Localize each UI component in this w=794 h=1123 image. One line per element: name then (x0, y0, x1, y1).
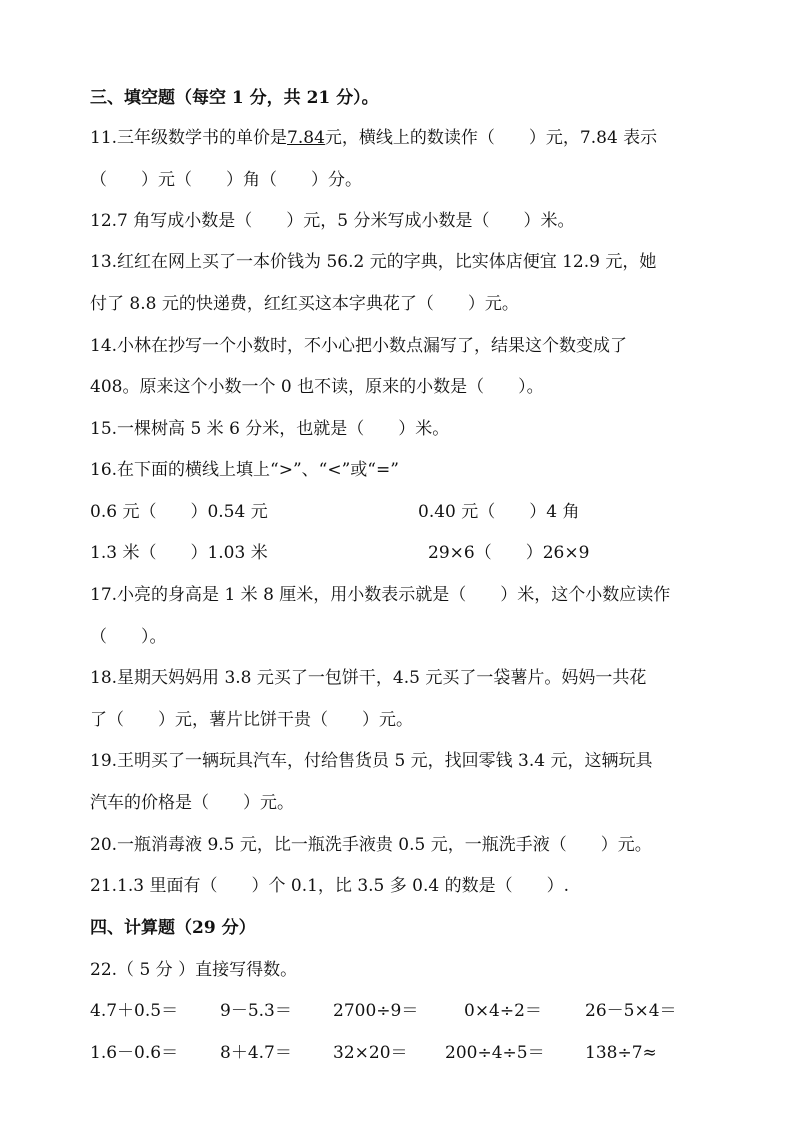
calc-item: 8＋4.7＝ (220, 1043, 292, 1063)
section-3-title: 三、填空题（每空 1 分，共 21 分）。 (90, 88, 379, 108)
q16-compare-2b: 29×6（ ）26×9 (428, 543, 590, 563)
q11-suffix: 元，横线上的数读作（ ）元，7.84 表示 (324, 128, 658, 148)
calc-item: 1.6－0.6＝ (90, 1043, 179, 1063)
calc-item: 2700÷9＝ (333, 1001, 419, 1021)
question-17-line-2: （ ）。 (90, 627, 167, 647)
question-22: 22.（ 5 分 ）直接写得数。 (90, 960, 298, 980)
question-20: 20.一瓶消毒液 9.5 元，比一瓶洗手液贵 0.5 元，一瓶洗手液（ ）元。 (90, 835, 652, 855)
question-17-line-1: 17.小亮的身高是 1 米 8 厘米，用小数表示就是（ ）米，这个小数应读作 (90, 585, 671, 605)
question-15: 15.一棵树高 5 米 6 分米，也就是（ ）米。 (90, 419, 450, 439)
calc-item: 9－5.3＝ (220, 1001, 292, 1021)
question-19-line-1: 19.王明买了一辆玩具汽车，付给售货员 5 元，找回零钱 3.4 元，这辆玩具 (90, 751, 653, 771)
question-18-line-2: 了（ ）元，薯片比饼干贵（ ）元。 (90, 710, 413, 730)
q16-compare-2a: 1.3 米（ ）1.03 米 (90, 543, 268, 563)
question-12: 12.7 角写成小数是（ ）元，5 分米写成小数是（ ）米。 (90, 211, 575, 231)
q16-compare-1a: 0.6 元（ ）0.54 元 (90, 502, 268, 522)
question-14-line-2: 408。原来这个小数一个 0 也不读，原来的小数是（ ）。 (90, 377, 544, 397)
calc-item: 138÷7≈ (585, 1043, 657, 1063)
q11-underlined-price: 7.84 (287, 128, 325, 148)
calc-item: 32×20＝ (333, 1043, 408, 1063)
calc-item: 4.7＋0.5＝ (90, 1001, 179, 1021)
q11-prefix: 11.三年级数学书的单价是 (90, 128, 288, 148)
question-16: 16.在下面的横线上填上“>”、“<”或“=” (90, 460, 399, 480)
section-4-title: 四、计算题（29 分） (90, 918, 256, 938)
question-18-line-1: 18.星期天妈妈用 3.8 元买了一包饼干，4.5 元买了一袋薯片。妈妈一共花 (90, 668, 647, 688)
question-14-line-1: 14.小林在抄写一个小数时，不小心把小数点漏写了，结果这个数变成了 (90, 336, 628, 356)
calc-item: 26－5×4＝ (585, 1001, 677, 1021)
question-11-line-2: （ ）元（ ）角（ ）分。 (90, 170, 362, 190)
q16-compare-1b: 0.40 元（ ）4 角 (418, 502, 580, 522)
question-13-line-1: 13.红红在网上买了一本价钱为 56.2 元的字典，比实体店便宜 12.9 元，她 (90, 252, 657, 272)
question-13-line-2: 付了 8.8 元的快递费，红红买这本字典花了（ ）元。 (90, 294, 519, 314)
question-11-line-1 (90, 126, 657, 150)
question-19-line-2: 汽车的价格是（ ）元。 (90, 793, 294, 813)
question-21: 21.1.3 里面有（ ）个 0.1，比 3.5 多 0.4 的数是（ ）. (90, 876, 570, 896)
calc-item: 200÷4÷5＝ (445, 1043, 545, 1063)
calc-item: 0×4÷2＝ (464, 1001, 542, 1021)
